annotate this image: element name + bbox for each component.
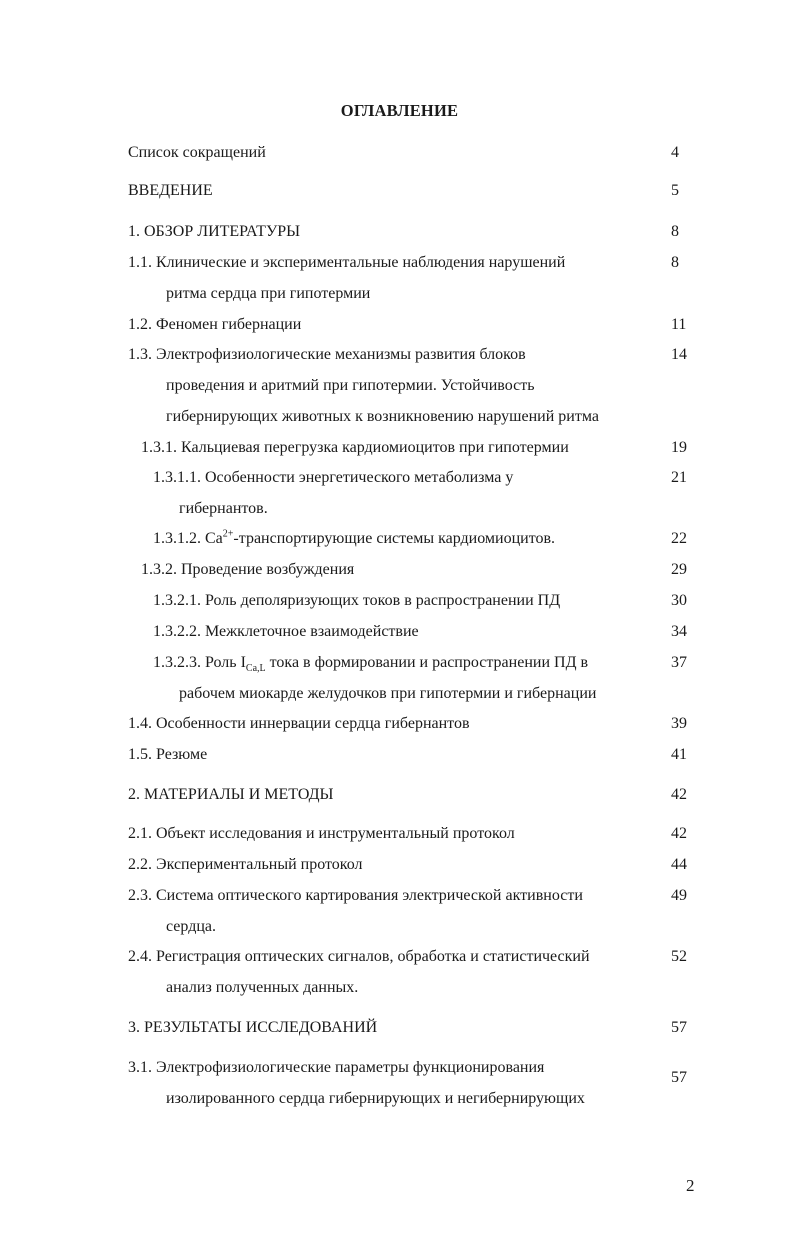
toc-entry-label: 2.4. Регистрация оптических сигналов, обработка и статистический xyxy=(128,948,590,965)
toc-entry[interactable] xyxy=(0,713,799,737)
toc-entry-label: 2. МАТЕРИАЛЫ И МЕТОДЫ xyxy=(128,786,334,803)
toc-entry-page: 29 xyxy=(671,561,687,578)
toc-entry-page: 8 xyxy=(671,223,679,240)
toc-entry-label: 1.1. Клинические и экспериментальные наблюдения нарушений xyxy=(128,254,566,271)
toc-entry[interactable] xyxy=(0,854,799,878)
toc-entry[interactable] xyxy=(0,621,799,645)
toc-entry-label: 1.3.1.1. Особенности энергетического метаболизма у xyxy=(153,469,514,486)
toc-entry[interactable] xyxy=(0,528,799,552)
toc-entry-label: 1.5. Резюме xyxy=(128,746,208,763)
page-number: 2 xyxy=(686,1176,695,1195)
toc-entry-page: 57 xyxy=(671,1069,687,1086)
toc-entry-page: 42 xyxy=(671,786,687,803)
toc-entry[interactable] xyxy=(0,744,799,768)
toc-entry[interactable] xyxy=(0,559,799,583)
toc-entry-label-continued: гибернирующих животных к возникновению нарушений ритма xyxy=(166,408,599,425)
toc-entry[interactable] xyxy=(0,467,799,523)
toc-entry-label xyxy=(153,652,588,674)
toc-entry-label: ВВЕДЕНИЕ xyxy=(128,182,213,199)
toc-entry-label-continued: проведения и аритмий при гипотермии. Устойчивость xyxy=(166,377,535,394)
toc-entry[interactable] xyxy=(0,180,799,204)
toc-entry-page: 37 xyxy=(671,654,687,671)
toc-entry-label-part: 1.3.1.2. Ca xyxy=(153,530,223,547)
toc-entry-label-part: -транспортирующие системы кардиомиоцитов. xyxy=(233,530,556,547)
toc-entry[interactable] xyxy=(0,344,799,430)
toc-entry[interactable] xyxy=(0,252,799,308)
toc-entry-page: 41 xyxy=(671,746,687,763)
toc-entry[interactable] xyxy=(0,314,799,338)
toc-entry-label xyxy=(153,528,555,550)
toc-entry[interactable] xyxy=(0,946,799,1002)
toc-entry-label: 1.2. Феномен гибернации xyxy=(128,316,302,333)
toc-entry[interactable] xyxy=(0,652,799,708)
toc-entry-page: 34 xyxy=(671,623,687,640)
toc-entry-page: 39 xyxy=(671,715,687,732)
toc-entry-page: 30 xyxy=(671,592,687,609)
toc-entry-page: 44 xyxy=(671,856,687,873)
toc-entry-label: 3.1. Электрофизиологические параметры функционирования xyxy=(128,1059,545,1076)
toc-entry-label: 1.3.2.1. Роль деполяризующих токов в распространении ПД xyxy=(153,592,561,609)
toc-entry-label: 1.4. Особенности иннервации сердца гибернантов xyxy=(128,715,470,732)
toc-entry-label-continued: изолированного сердца гибернирующих и негибернирующих xyxy=(166,1090,585,1107)
toc-entry-page: 49 xyxy=(671,887,687,904)
toc-entry[interactable] xyxy=(0,784,799,808)
toc-entry-page: 8 xyxy=(671,254,679,271)
toc-entry-label-part: тока в формировании и распространении ПД в xyxy=(265,654,589,671)
toc-entry[interactable] xyxy=(0,590,799,614)
toc-entry[interactable] xyxy=(0,1057,799,1113)
toc-entry-label: Список сокращений xyxy=(128,144,266,161)
toc-entry-label-continued: анализ полученных данных. xyxy=(166,979,359,996)
toc-entry-label-continued: гибернантов. xyxy=(179,500,268,517)
toc-entry[interactable] xyxy=(0,142,799,166)
toc-entry-label: 1.3. Электрофизиологические механизмы развития блоков xyxy=(128,346,526,363)
toc-entry-label: 1.3.1. Кальциевая перегрузка кардиомиоцитов при гипотермии xyxy=(141,439,569,456)
toc-entry-label: 1.3.2.2. Межклеточное взаимодействие xyxy=(153,623,419,640)
toc-entry[interactable] xyxy=(0,437,799,461)
toc-entry-page: 14 xyxy=(671,346,687,363)
toc-entry-page: 4 xyxy=(671,144,679,161)
toc-entry-label: 3. РЕЗУЛЬТАТЫ ИССЛЕДОВАНИЙ xyxy=(128,1019,378,1036)
subscript: Ca,L xyxy=(245,663,266,675)
toc-entry-page: 42 xyxy=(671,825,687,842)
toc-entry-page: 5 xyxy=(671,182,679,199)
toc-entry-label-continued: рабочем миокарде желудочков при гипотермии и гибернации xyxy=(179,685,597,702)
toc-entry-page: 22 xyxy=(671,530,687,547)
toc-entry-label-part: 1.3.2.3. Роль I xyxy=(153,654,246,671)
toc-entry-label-continued: ритма сердца при гипотермии xyxy=(166,285,371,302)
toc-entry[interactable] xyxy=(0,1017,799,1041)
toc-entry-page: 11 xyxy=(671,316,687,333)
superscript: 2+ xyxy=(222,528,234,540)
toc-entry[interactable] xyxy=(0,885,799,941)
toc-entry-page: 21 xyxy=(671,469,687,486)
toc-entry-label: 1.3.2. Проведение возбуждения xyxy=(141,561,355,578)
toc-entry-label: 2.2. Экспериментальный протокол xyxy=(128,856,363,873)
toc-entry-page: 52 xyxy=(671,948,687,965)
toc-entry[interactable] xyxy=(0,823,799,847)
toc-entry-page: 19 xyxy=(671,439,687,456)
toc-entry-label-continued: сердца. xyxy=(166,918,216,935)
page-title: ОГЛАВЛЕНИЕ xyxy=(340,101,459,120)
toc-entry-label: 1. ОБЗОР ЛИТЕРАТУРЫ xyxy=(128,223,301,240)
toc-entry-page: 57 xyxy=(671,1019,687,1036)
toc-entry-label: 2.1. Объект исследования и инструментальный протокол xyxy=(128,825,515,842)
toc-entry-label: 2.3. Система оптического картирования электрической активности xyxy=(128,887,583,904)
toc-entry[interactable] xyxy=(0,221,799,245)
